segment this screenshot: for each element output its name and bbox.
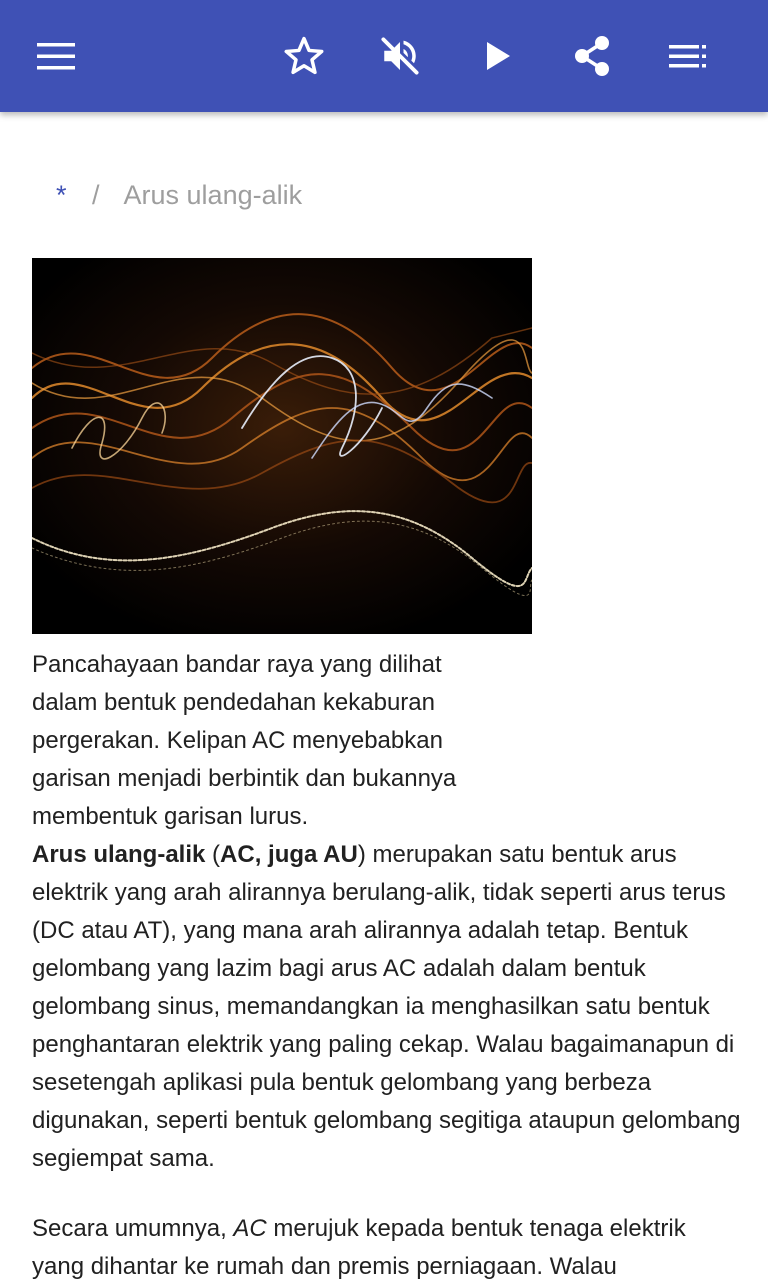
article-abbreviation: AC, juga AU [220, 841, 358, 868]
play-icon [484, 40, 512, 72]
breadcrumb-separator: / [92, 180, 100, 210]
article-body [32, 836, 742, 1280]
article-text: ( [205, 841, 221, 868]
article-text: ) merupakan satu bentuk arus elektrik yang arah alirannya berulang-alik, tidak seperti arus terus (DC atau AT), yang mana arah alirannya adalah tetap. Bentuk gelombang yang lazim bagi arus AC adalah dalam bentuk gelombang sinus, memandangkan ia menghasilkan satu bentuk penghantaran elektrik yang paling cekap. Walau bagaimanapun di sesetengah aplikasi pula bentuk gelombang yang berbeza digunakan, seperti bentuk gelombang segitiga ataupun gelombang segiempat sama. [32, 841, 741, 1172]
article-image[interactable] [32, 258, 532, 634]
volume-off-icon [379, 35, 421, 77]
article-text: Secara umumnya, [32, 1215, 234, 1242]
share-icon [572, 35, 612, 77]
play-button[interactable] [470, 28, 526, 84]
star-outline-icon [283, 36, 325, 76]
article-paragraph [32, 1210, 742, 1280]
list-icon [669, 44, 707, 68]
menu-button[interactable] [28, 28, 84, 84]
article-text: merujuk kepada bentuk tenaga elektrik yang dihantar ke rumah dan premis perniagaan. Walau [32, 1215, 686, 1280]
favorite-button[interactable] [276, 28, 332, 84]
app-toolbar [0, 0, 768, 112]
article-paragraph [32, 836, 742, 1178]
menu-icon [37, 42, 75, 70]
breadcrumb-home-link[interactable]: * [56, 180, 67, 210]
light-trails-image [32, 258, 532, 634]
share-button[interactable] [564, 28, 620, 84]
article-term: Arus ulang-alik [32, 841, 206, 868]
contents-button[interactable] [660, 28, 716, 84]
breadcrumb [56, 180, 302, 211]
breadcrumb-current: Arus ulang-alik [123, 180, 303, 210]
article-content [0, 112, 768, 1280]
article-emphasis: AC [233, 1215, 267, 1242]
image-caption: Pancahayaan bandar raya yang dilihat dalam bentuk pendedahan kekaburan pergerakan. Kelipan AC menyebabkan garisan menjadi berbintik dan bukannya membentuk garisan lurus. [32, 651, 457, 830]
mute-button[interactable] [372, 28, 428, 84]
